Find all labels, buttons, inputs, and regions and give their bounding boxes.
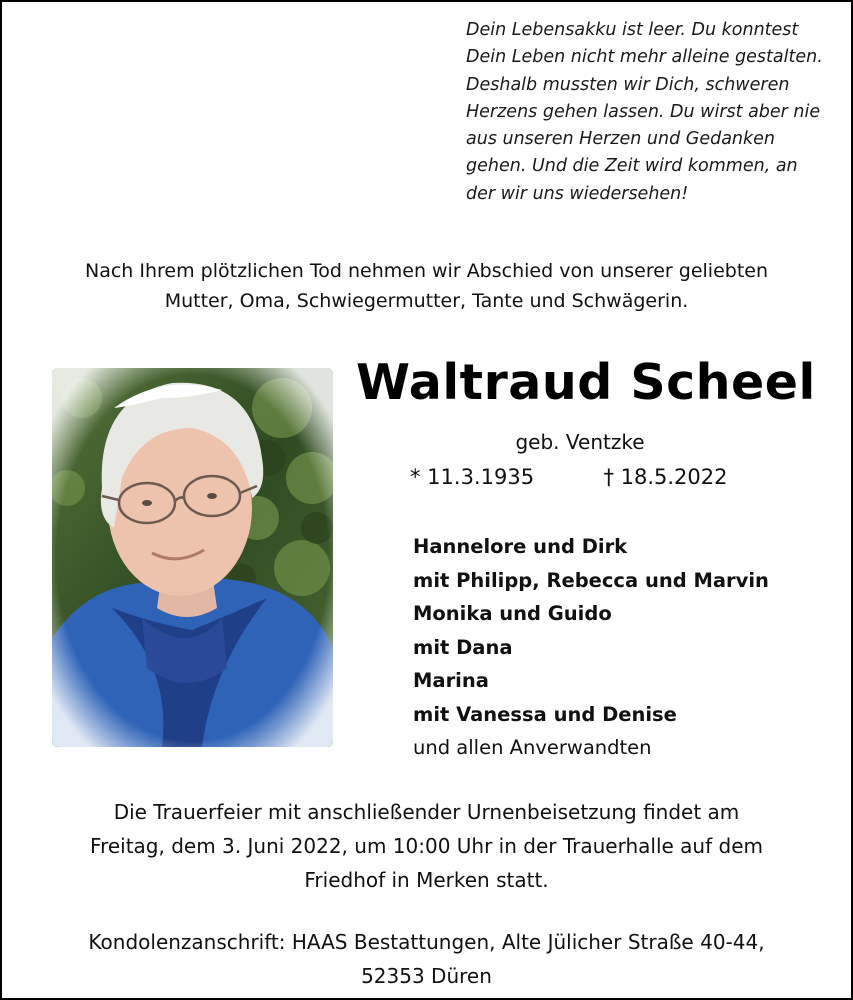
contact-line: 52353 Düren xyxy=(361,964,492,988)
contact-line: Kondolenzanschrift: HAAS Bestattungen, Alte Jülicher Straße 40-44, xyxy=(88,930,765,954)
poem-line: gehen. Und die Zeit wird kommen, an xyxy=(466,156,798,177)
family-closing: und allen Anverwandten xyxy=(413,736,652,759)
family-member: mit Philipp, Rebecca und Marvin xyxy=(413,568,769,592)
portrait-illustration xyxy=(52,368,333,747)
family-member: Hannelore und Dirk xyxy=(413,535,628,558)
intro-line: Mutter, Oma, Schwiegermutter, Tante und Schwägerin. xyxy=(164,290,689,312)
service-line: Freitag, dem 3. Juni 2022, um 10:00 Uhr in der Trauerhalle auf dem xyxy=(90,834,763,858)
poem-line: Dein Leben nicht mehr alleine gestalten. xyxy=(466,47,823,68)
family-member: mit Dana xyxy=(413,635,513,659)
poem-line: der wir uns wiedersehen! xyxy=(466,183,689,204)
intro-line: Nach Ihrem plötzlichen Tod nehmen wir Abschied von unserer geliebten xyxy=(85,260,768,282)
maiden-name: geb. Ventzke xyxy=(515,430,645,454)
poem-line: aus unseren Herzen und Gedanken xyxy=(466,129,776,150)
family-member: Monika und Guido xyxy=(413,602,612,625)
birth-date: * 11.3.1935 xyxy=(410,465,535,489)
poem xyxy=(466,17,846,208)
life-dates xyxy=(410,465,728,489)
intro-text xyxy=(0,256,853,316)
poem-line: Deshalb mussten wir Dich, schweren xyxy=(466,74,790,95)
service-line: Die Trauerfeier mit anschließender Urnenbeisetzung findet am xyxy=(113,800,740,824)
death-date: † 18.5.2022 xyxy=(603,465,728,489)
service-info xyxy=(0,795,853,897)
family-list xyxy=(413,530,769,765)
condolence-address xyxy=(0,925,853,993)
service-line: Friedhof in Merken statt. xyxy=(304,868,549,892)
poem-line: Herzens gehen lassen. Du wirst aber nie xyxy=(466,101,821,122)
deceased-name: Waltraud Scheel xyxy=(356,354,816,411)
portrait-photo xyxy=(52,368,333,747)
poem-line: Dein Lebensakku ist leer. Du konntest xyxy=(466,20,799,40)
family-member: Marina xyxy=(413,669,489,692)
family-member: mit Vanessa und Denise xyxy=(413,702,677,726)
